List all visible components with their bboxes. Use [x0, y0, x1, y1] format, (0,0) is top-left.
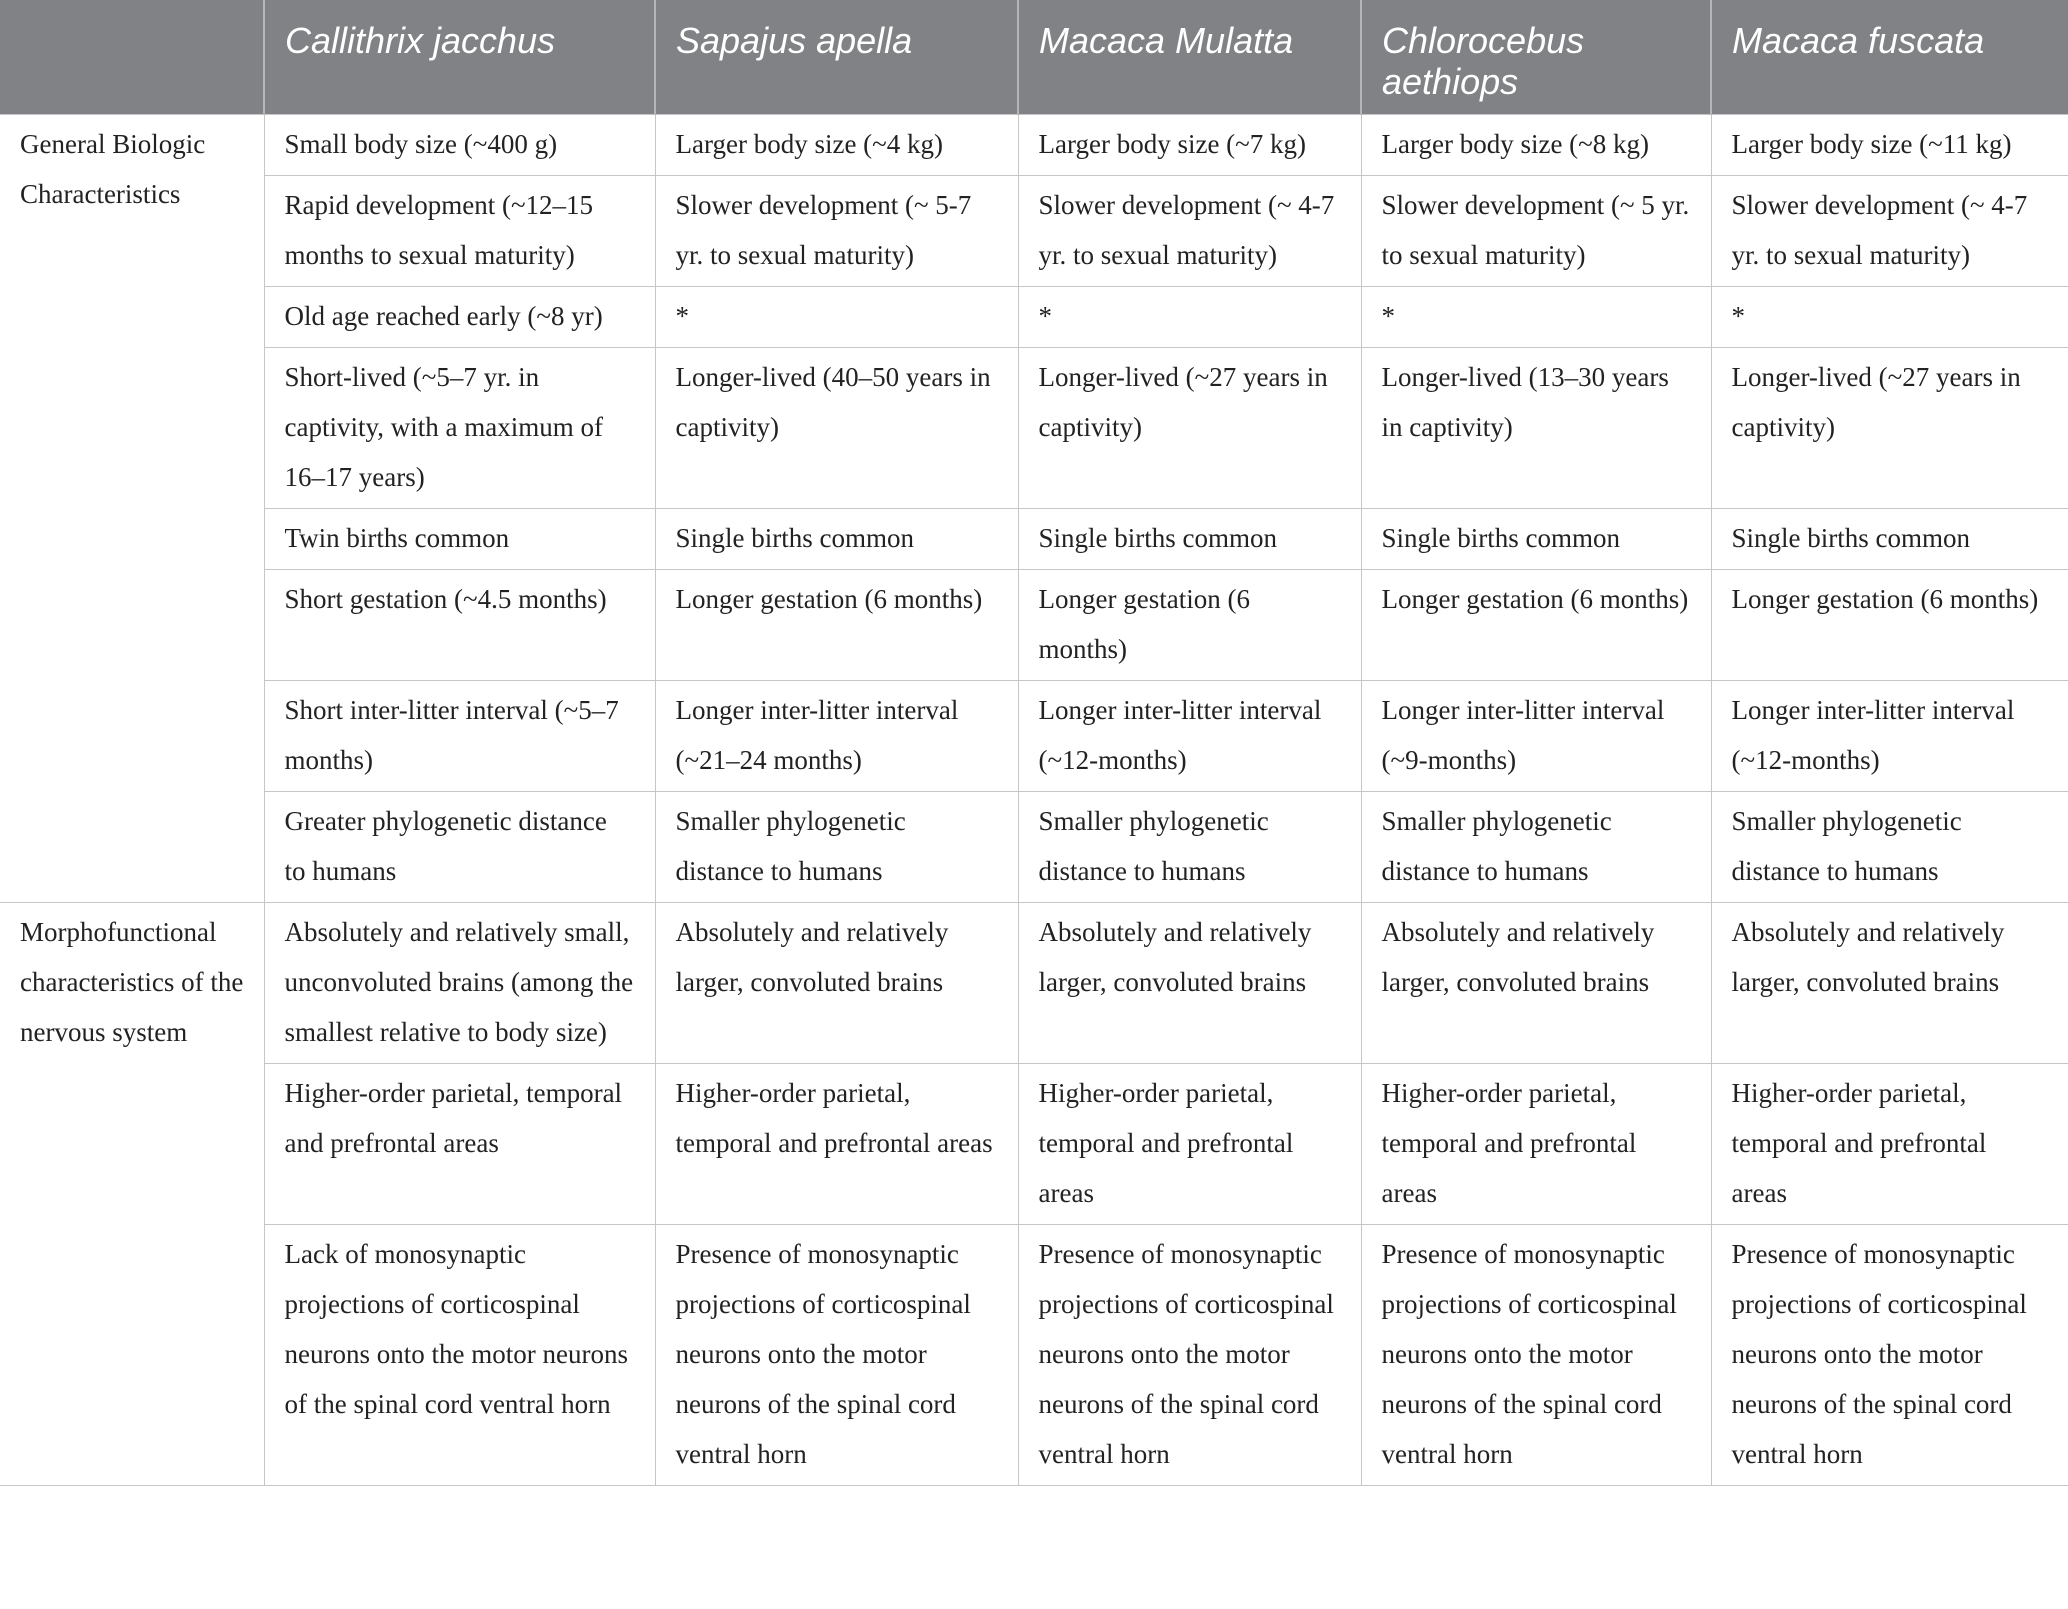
- table-cell: Longer-lived (40–50 years in captivity): [655, 348, 1018, 509]
- table-row: [0, 287, 2068, 348]
- category-cell-general: General Biologic Characteristics: [0, 115, 264, 903]
- table-row: [0, 348, 2068, 509]
- table-cell: Short gestation (~4.5 months): [264, 570, 655, 681]
- table-cell: Longer gestation (6 months): [655, 570, 1018, 681]
- table-cell: Single births common: [655, 509, 1018, 570]
- table-cell: Presence of monosynaptic projections of corticospinal neurons onto the motor neurons of the spinal cord ventral horn: [1711, 1225, 2068, 1486]
- table-cell: Slower development (~ 5-7 yr. to sexual maturity): [655, 176, 1018, 287]
- header-species-callithrix-jacchus: Callithrix jacchus: [264, 0, 655, 115]
- table-body: [0, 115, 2068, 1486]
- table-cell: Absolutely and relatively larger, convoluted brains: [1018, 903, 1361, 1064]
- header-row: [0, 0, 2068, 115]
- header-species-sapajus-apella: Sapajus apella: [655, 0, 1018, 115]
- table-cell: Single births common: [1711, 509, 2068, 570]
- table-row: [0, 176, 2068, 287]
- table-cell: Longer-lived (~27 years in captivity): [1018, 348, 1361, 509]
- table-row: [0, 1225, 2068, 1486]
- table-cell: Absolutely and relatively larger, convoluted brains: [1361, 903, 1711, 1064]
- table-cell: Larger body size (~11 kg): [1711, 115, 2068, 176]
- table-cell: *: [655, 287, 1018, 348]
- table-cell: Longer inter-litter interval (~9-months): [1361, 681, 1711, 792]
- table-cell: Longer gestation (6 months): [1018, 570, 1361, 681]
- table-header: [0, 0, 2068, 115]
- table-cell: Single births common: [1018, 509, 1361, 570]
- table-cell: Absolutely and relatively larger, convoluted brains: [1711, 903, 2068, 1064]
- table-cell: Slower development (~ 5 yr. to sexual maturity): [1361, 176, 1711, 287]
- table-cell: Smaller phylogenetic distance to humans: [655, 792, 1018, 903]
- table-cell: Larger body size (~4 kg): [655, 115, 1018, 176]
- table-cell: Old age reached early (~8 yr): [264, 287, 655, 348]
- table-row: [0, 792, 2068, 903]
- table-cell: Short-lived (~5–7 yr. in captivity, with a maximum of 16–17 years): [264, 348, 655, 509]
- table-cell: Smaller phylogenetic distance to humans: [1711, 792, 2068, 903]
- table-cell: Longer inter-litter interval (~12-months): [1018, 681, 1361, 792]
- header-species-macaca-mulatta: Macaca Mulatta: [1018, 0, 1361, 115]
- table-cell: Longer-lived (~27 years in captivity): [1711, 348, 2068, 509]
- table-cell: Rapid development (~12–15 months to sexual maturity): [264, 176, 655, 287]
- table-cell: Higher-order parietal, temporal and prefrontal areas: [264, 1064, 655, 1225]
- table-cell: Lack of monosynaptic projections of corticospinal neurons onto the motor neurons of the spinal cord ventral horn: [264, 1225, 655, 1486]
- header-species-macaca-fuscata: Macaca fuscata: [1711, 0, 2068, 115]
- table-cell: Higher-order parietal, temporal and prefrontal areas: [1711, 1064, 2068, 1225]
- table-row: [0, 681, 2068, 792]
- table-cell: Higher-order parietal, temporal and prefrontal areas: [655, 1064, 1018, 1225]
- table-row: [0, 570, 2068, 681]
- table-cell: Absolutely and relatively small, unconvoluted brains (among the smallest relative to body size): [264, 903, 655, 1064]
- table-cell: Single births common: [1361, 509, 1711, 570]
- table-cell: Slower development (~ 4-7 yr. to sexual maturity): [1018, 176, 1361, 287]
- table-row: [0, 509, 2068, 570]
- table-cell: Smaller phylogenetic distance to humans: [1361, 792, 1711, 903]
- table-cell: Larger body size (~8 kg): [1361, 115, 1711, 176]
- table-cell: Presence of monosynaptic projections of corticospinal neurons onto the motor neurons of the spinal cord ventral horn: [1018, 1225, 1361, 1486]
- table-cell: *: [1018, 287, 1361, 348]
- table-row: [0, 115, 2068, 176]
- table-cell: Small body size (~400 g): [264, 115, 655, 176]
- table-row: [0, 1064, 2068, 1225]
- table-cell: Higher-order parietal, temporal and prefrontal areas: [1018, 1064, 1361, 1225]
- table-cell: Greater phylogenetic distance to humans: [264, 792, 655, 903]
- table-cell: Longer gestation (6 months): [1711, 570, 2068, 681]
- table-cell: Larger body size (~7 kg): [1018, 115, 1361, 176]
- table-cell: Longer gestation (6 months): [1361, 570, 1711, 681]
- table-cell: Longer-lived (13–30 years in captivity): [1361, 348, 1711, 509]
- table-cell: Longer inter-litter interval (~12-months): [1711, 681, 2068, 792]
- table-cell: Twin births common: [264, 509, 655, 570]
- table-cell: Slower development (~ 4-7 yr. to sexual maturity): [1711, 176, 2068, 287]
- table-cell: *: [1361, 287, 1711, 348]
- header-species-chlorocebus-aethiops: Chlorocebus aethiops: [1361, 0, 1711, 115]
- table-cell: Presence of monosynaptic projections of corticospinal neurons onto the motor neurons of the spinal cord ventral horn: [655, 1225, 1018, 1486]
- table-cell: Higher-order parietal, temporal and prefrontal areas: [1361, 1064, 1711, 1225]
- category-cell-nervous-system: Morphofunctional characteristics of the nervous system: [0, 903, 264, 1486]
- table-cell: Presence of monosynaptic projections of corticospinal neurons onto the motor neurons of the spinal cord ventral horn: [1361, 1225, 1711, 1486]
- table-cell: Short inter-litter interval (~5–7 months): [264, 681, 655, 792]
- table-cell: Longer inter-litter interval (~21–24 months): [655, 681, 1018, 792]
- table-cell: Absolutely and relatively larger, convoluted brains: [655, 903, 1018, 1064]
- table-cell: *: [1711, 287, 2068, 348]
- table-cell: Smaller phylogenetic distance to humans: [1018, 792, 1361, 903]
- header-corner-cell: [0, 0, 264, 115]
- table-row: [0, 903, 2068, 1064]
